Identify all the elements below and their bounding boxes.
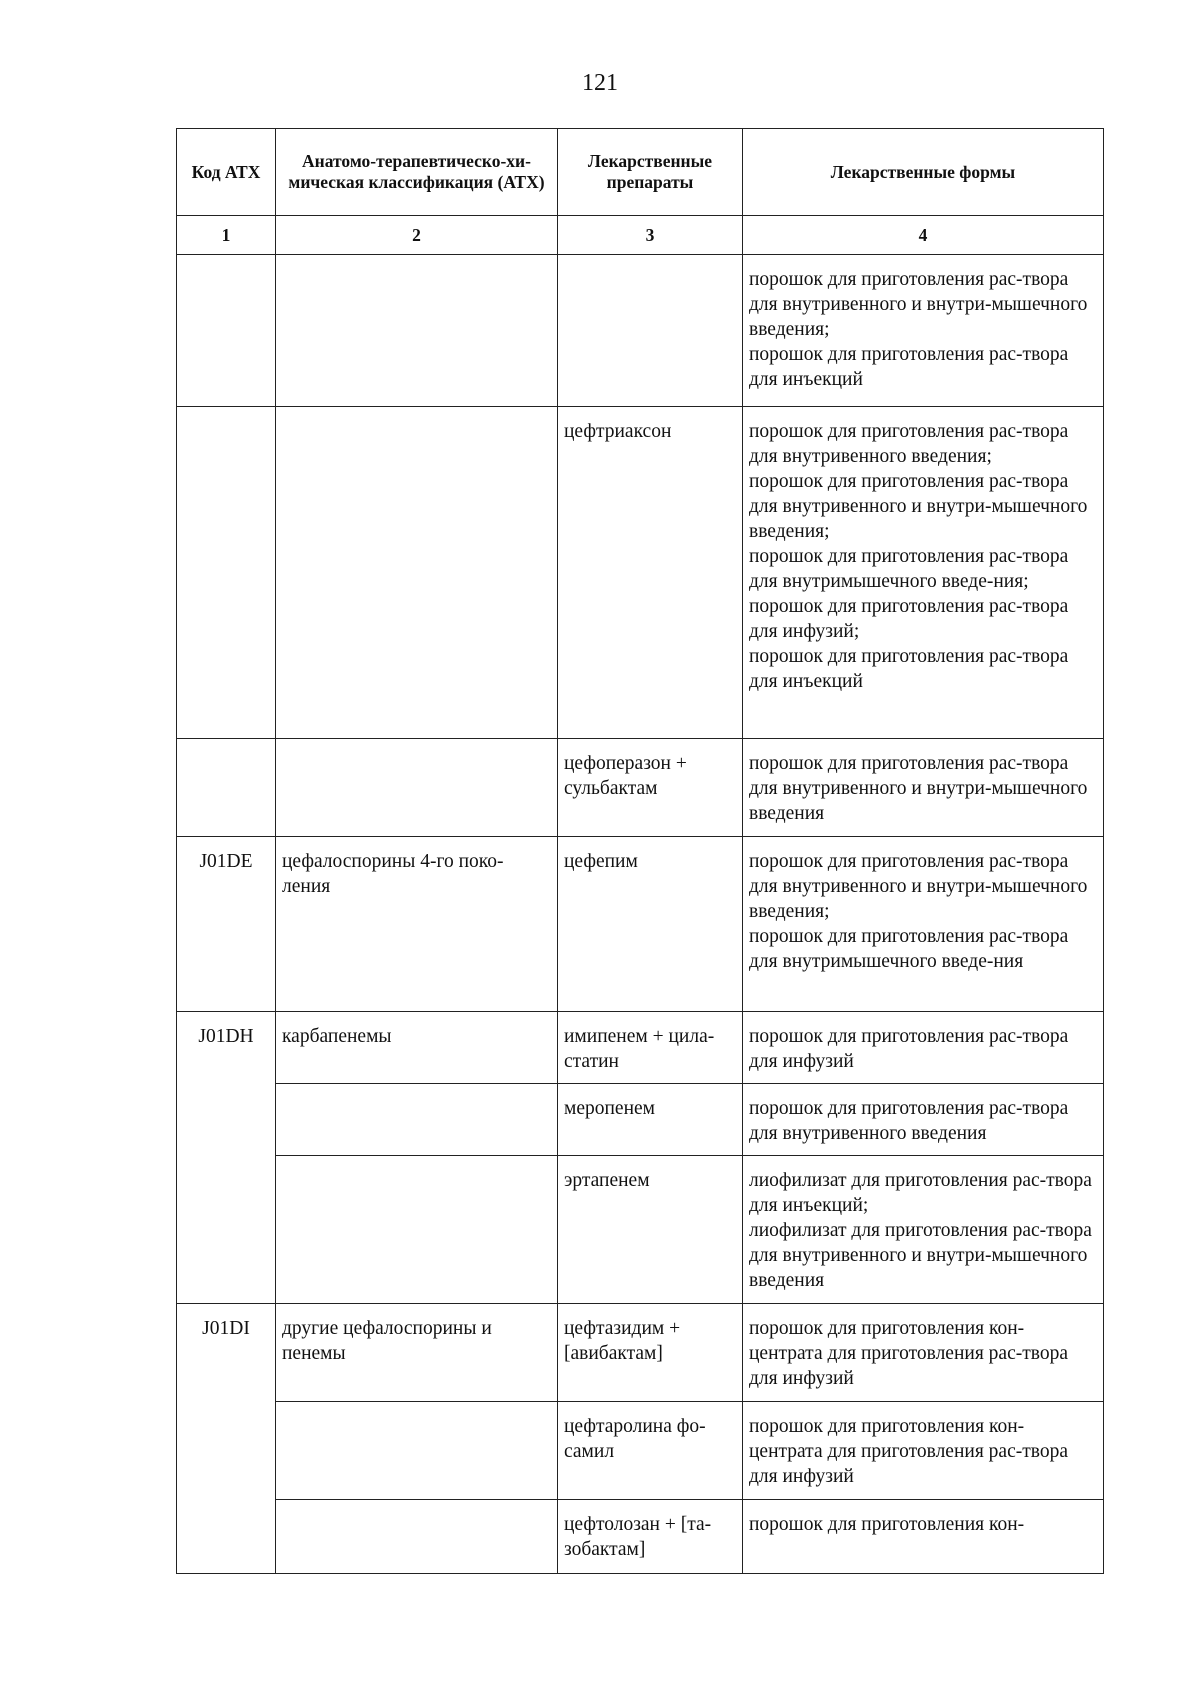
header-row — [177, 129, 1104, 216]
classification-cell: другие цефалоспорины и пенемы — [276, 1304, 558, 1402]
form-entry: порошок для приготовления рас-твора для инфузий — [749, 1026, 1069, 1072]
form-entry: порошок для приготовления рас-твора для внутривенного и внутри-мышечного введения; — [749, 269, 1088, 340]
drug-cell: цефтазидим + [авибактам] — [558, 1304, 743, 1402]
atx-table — [176, 128, 1104, 1574]
classification-cell — [276, 255, 558, 407]
form-entry: порошок для приготовления рас-твора для внутривенного введения — [749, 1098, 1069, 1144]
forms-cell — [743, 407, 1104, 739]
form-entry: лиофилизат для приготовления рас-твора для внутривенного и внутри-мышечного введения — [749, 1220, 1092, 1291]
table-row — [177, 837, 1104, 1012]
column-number: 4 — [743, 216, 1104, 255]
forms-cell — [743, 1012, 1104, 1084]
forms-cell — [743, 1304, 1104, 1402]
header-forms: Лекарственные формы — [743, 129, 1104, 216]
classification-cell: цефалоспорины 4-го поко-ления — [276, 837, 558, 1012]
table-row — [177, 1156, 1104, 1304]
forms-cell — [743, 1402, 1104, 1500]
drug-cell: цефтриаксон — [558, 407, 743, 739]
forms-cell — [743, 837, 1104, 1012]
table-row — [177, 407, 1104, 739]
form-entry: порошок для приготовления рас-твора для инъекций — [749, 344, 1069, 390]
table-row — [177, 1012, 1104, 1084]
table-row — [177, 1500, 1104, 1574]
code-cell: J01DH — [177, 1012, 276, 1304]
drug-cell: цефтолозан + [та-зобактам] — [558, 1500, 743, 1574]
classification-cell — [276, 407, 558, 739]
code-cell — [177, 255, 276, 407]
form-entry: порошок для приготовления рас-твора для инъекций — [749, 646, 1069, 692]
code-cell: J01DI — [177, 1304, 276, 1574]
code-cell — [177, 407, 276, 739]
code-cell — [177, 739, 276, 837]
page-number: 121 — [582, 70, 618, 96]
form-entry: порошок для приготовления кон- — [749, 1514, 1025, 1535]
form-entry: лиофилизат для приготовления рас-твора для инъекций; — [749, 1170, 1092, 1216]
table-row — [177, 1402, 1104, 1500]
drug-cell: меропенем — [558, 1084, 743, 1156]
classification-cell — [276, 1156, 558, 1304]
classification-cell — [276, 739, 558, 837]
drug-cell: имипенем + цила-статин — [558, 1012, 743, 1084]
classification-cell: карбапенемы — [276, 1012, 558, 1084]
table-row — [177, 255, 1104, 407]
drug-cell — [558, 255, 743, 407]
drug-cell: цефтаролина фо-самил — [558, 1402, 743, 1500]
header-drugs: Лекарственные препараты — [558, 129, 743, 216]
code-cell: J01DE — [177, 837, 276, 1012]
column-number: 1 — [177, 216, 276, 255]
form-entry: порошок для приготовления рас-твора для внутривенного и внутри-мышечного введения — [749, 753, 1088, 824]
table-row — [177, 1084, 1104, 1156]
drug-cell: цефепим — [558, 837, 743, 1012]
form-entry: порошок для приготовления рас-твора для инфузий; — [749, 596, 1069, 642]
forms-cell — [743, 1084, 1104, 1156]
column-number-row — [177, 216, 1104, 255]
table-row — [177, 739, 1104, 837]
drug-cell: цефоперазон + сульбактам — [558, 739, 743, 837]
classification-cell — [276, 1402, 558, 1500]
header-classification: Анатомо-терапевтическо-хи-мическая классификация (АТХ) — [276, 129, 558, 216]
form-entry: порошок для приготовления рас-твора для внутримышечного введе-ния — [749, 926, 1069, 972]
classification-cell — [276, 1500, 558, 1574]
header-code: Код АТХ — [177, 129, 276, 216]
classification-cell — [276, 1084, 558, 1156]
column-number: 2 — [276, 216, 558, 255]
form-entry: порошок для приготовления рас-твора для внутримышечного введе-ния; — [749, 546, 1069, 592]
form-entry: порошок для приготовления рас-твора для внутривенного и внутри-мышечного введения; — [749, 851, 1088, 922]
forms-cell — [743, 1500, 1104, 1574]
forms-cell — [743, 1156, 1104, 1304]
form-entry: порошок для приготовления рас-твора для внутривенного и внутри-мышечного введения; — [749, 471, 1088, 542]
forms-cell — [743, 255, 1104, 407]
form-entry: порошок для приготовления кон-центрата для приготовления рас-твора для инфузий — [749, 1318, 1068, 1389]
drug-cell: эртапенем — [558, 1156, 743, 1304]
column-number: 3 — [558, 216, 743, 255]
form-entry: порошок для приготовления рас-твора для внутривенного введения; — [749, 421, 1069, 467]
forms-cell — [743, 739, 1104, 837]
form-entry: порошок для приготовления кон-центрата для приготовления рас-твора для инфузий — [749, 1416, 1068, 1487]
table-row — [177, 1304, 1104, 1402]
